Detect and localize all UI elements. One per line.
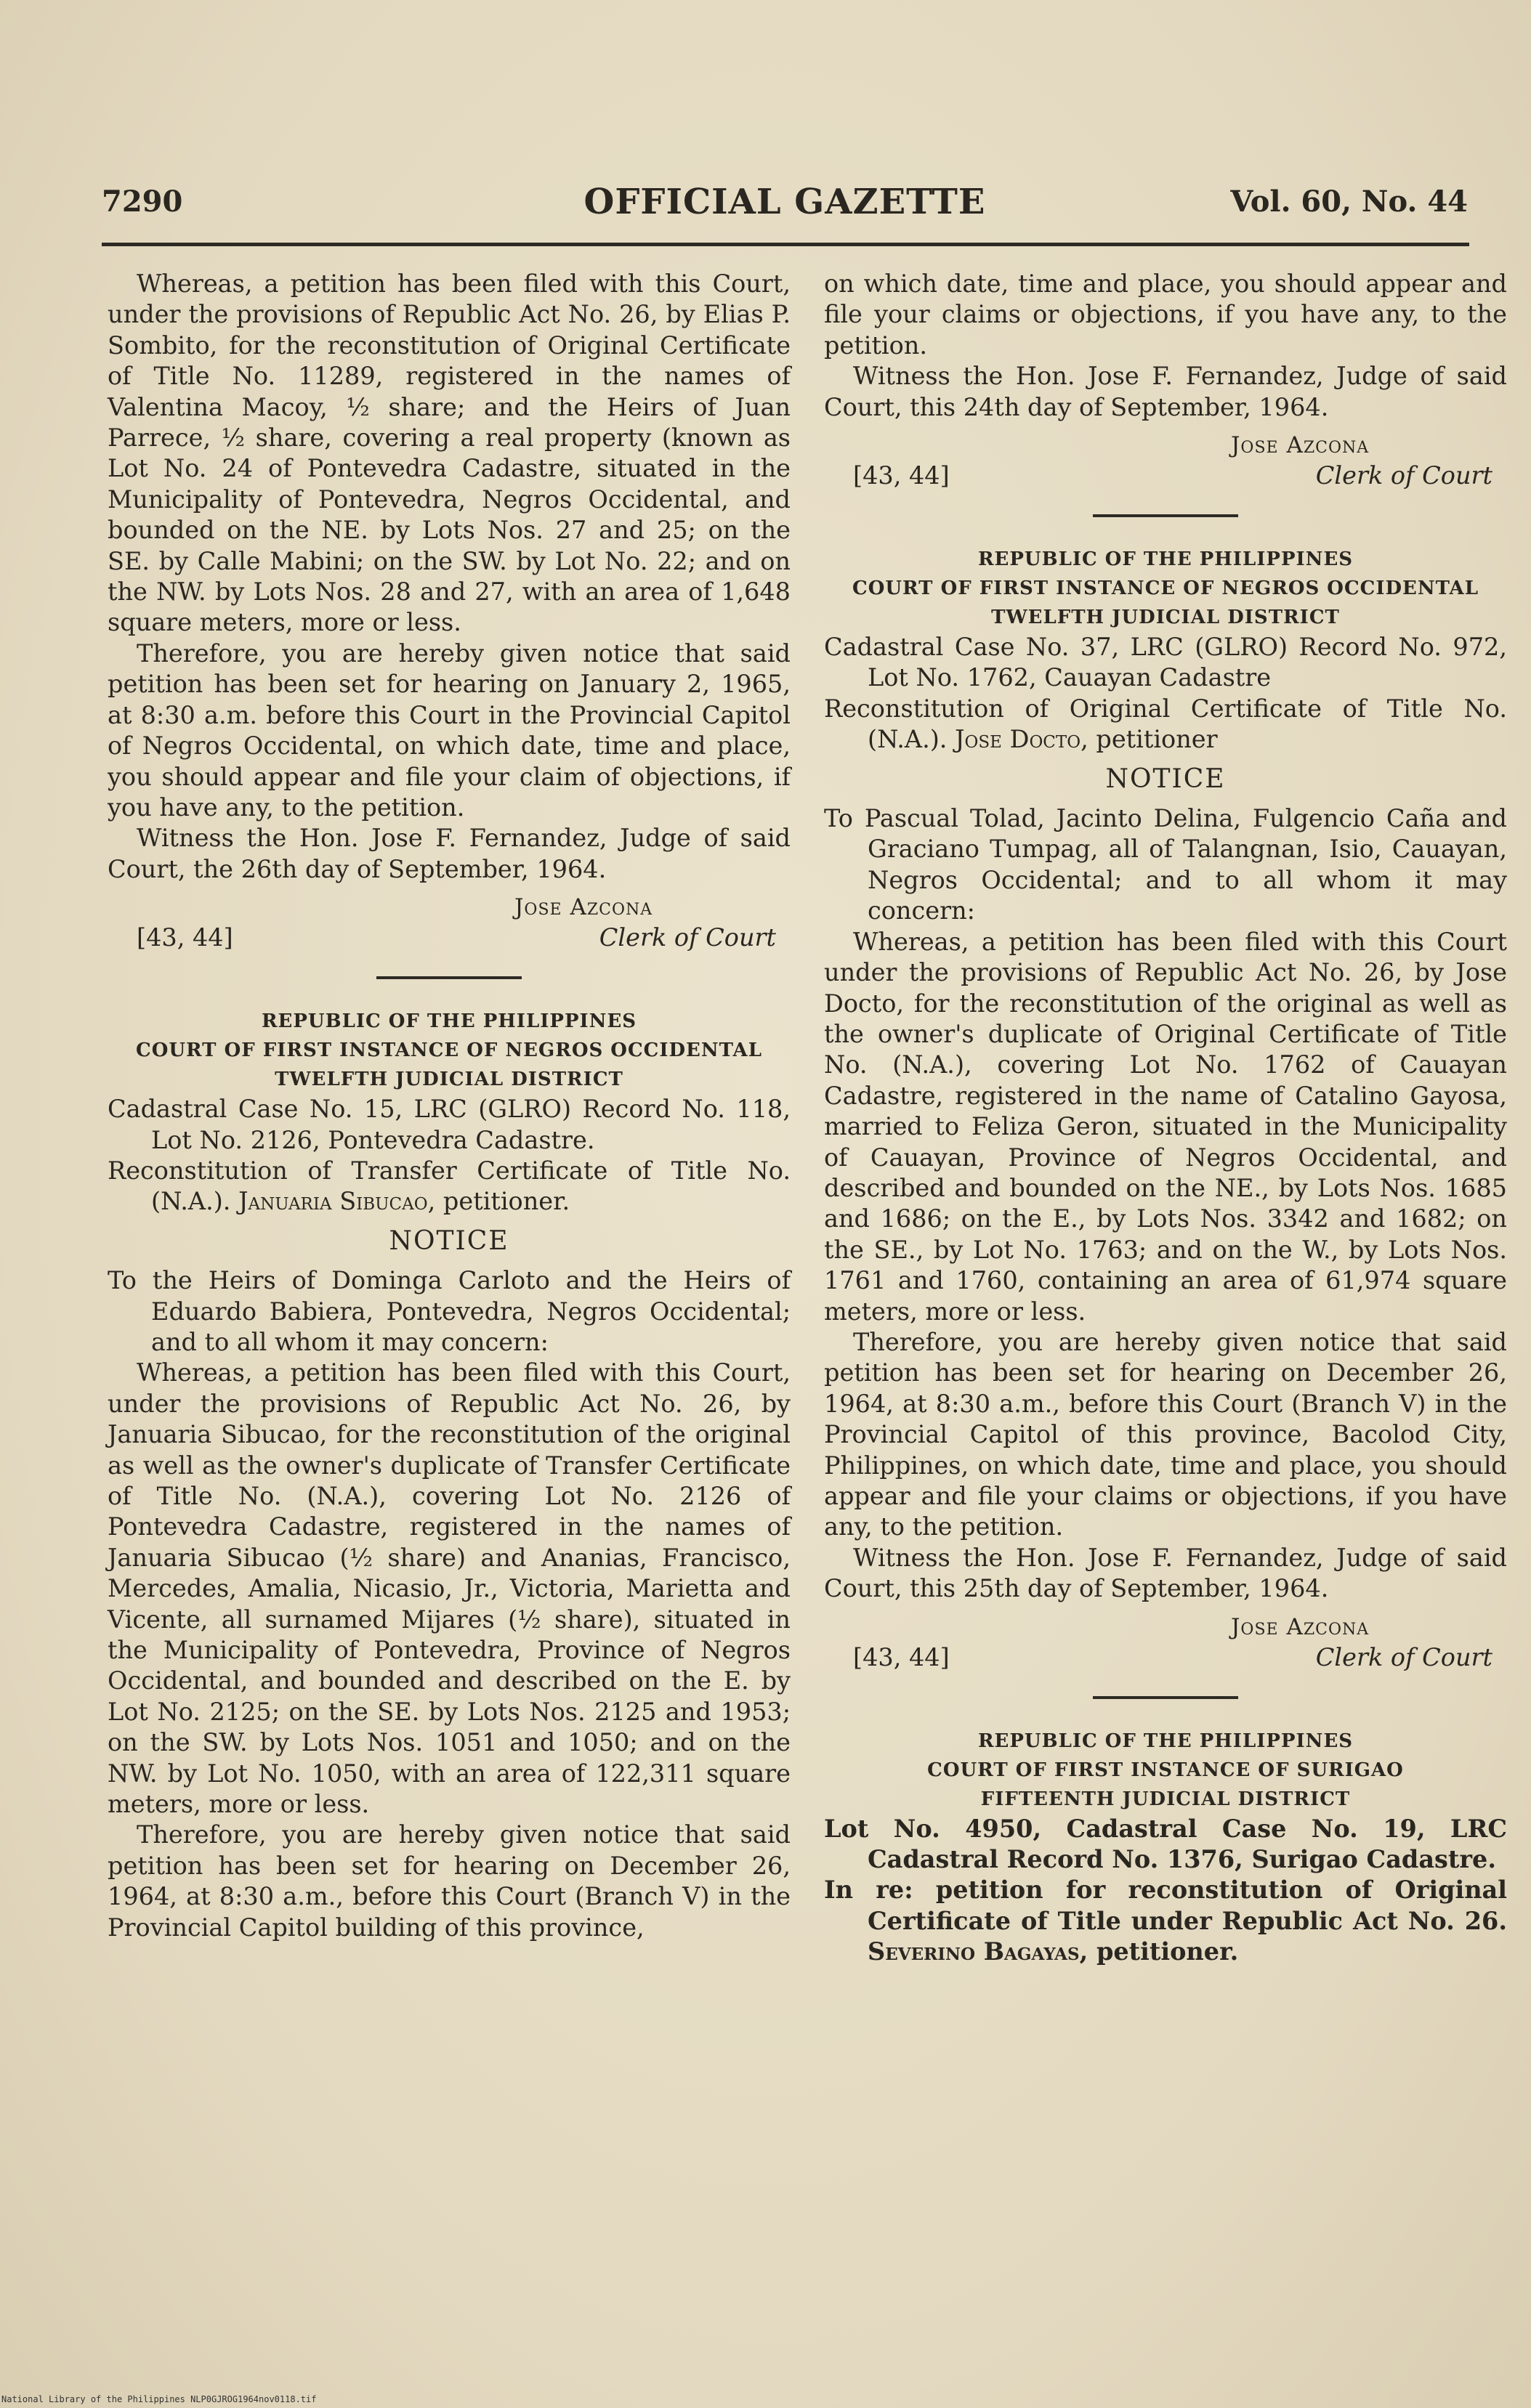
court-heading bbox=[824, 1727, 1507, 1814]
section-divider bbox=[1093, 1696, 1238, 1699]
issue-reference: [43, 44] bbox=[853, 1642, 950, 1671]
case-text: Reconstitution of Original Certificate of Title No. (N.A.). bbox=[824, 694, 1507, 754]
court-line: TWELFTH JUDICIAL DISTRICT bbox=[991, 607, 1340, 629]
addressee: To the Heirs of Dominga Carloto and the Heirs of Eduardo Babiera, Pontevedra, Negros Occidental; and to all whom it may concern: bbox=[108, 1266, 791, 1356]
issue-reference: [43, 44] bbox=[853, 461, 950, 490]
signature-block bbox=[824, 1612, 1507, 1677]
paragraph: Witness the Hon. Jose F. Fernandez, Judge of said Court, this 25th day of September, 1964. bbox=[824, 1543, 1507, 1603]
court-line: REPUBLIC OF THE PHILIPPINES bbox=[977, 1730, 1354, 1752]
paragraph: Therefore, you are hereby given notice that said petition has been set for hearing on January 2, 1965, at 8:30 a.m. before this Court in the Provincial Capitol of Negros Occidental, on which date, time and place, you should appear and file your claim of objections, if you have any, to the petition. bbox=[108, 639, 791, 822]
court-line: COURT OF FIRST INSTANCE OF NEGROS OCCIDENTAL bbox=[852, 577, 1479, 600]
petitioner-name: Januaria Sibucao, bbox=[238, 1187, 436, 1216]
paragraph: on which date, time and place, you should appear and file your claims or objections, if you have any, to the petition. bbox=[824, 269, 1507, 360]
notice-heading: NOTICE bbox=[389, 1225, 509, 1256]
case-text-end: petitioner. bbox=[443, 1187, 570, 1216]
petitioner-name: Severino Bagayas, bbox=[868, 1937, 1088, 1966]
case-caption bbox=[824, 694, 1507, 755]
case-text-end: petitioner bbox=[1096, 725, 1218, 754]
paragraph: Whereas, a petition has been filed with this Court, under the provisions of Republic Act No. 26, by Januaria Sibucao, for the reconstitution of the original as well as the owner's duplicate of Transfer Certificate of Title No. (N.A.), covering Lot No. 2126 of Pontevedra Cadastre, registered in the names of Januaria Sibucao (½ share) and Ananias, Francisco, Mercedes, Amalia, Nicasio, Jr., Victoria, Marietta and Vicente, all surnamed Mijares (½ share), situated in the Municipality of Pontevedra, Province of Negros Occidental, and bounded and described on the E. by Lot No. 2125; on the SE. by Lots Nos. 2125 and 1953; on the SW. by Lots Nos. 1051 and 1050; and on the NW. by Lot No. 1050, with an area of 122,311 square meters, more or less. bbox=[108, 1358, 791, 1819]
court-line: REPUBLIC OF THE PHILIPPINES bbox=[977, 548, 1354, 571]
paragraph: Therefore, you are hereby given notice that said petition has been set for hearing on December 26, 1964, at 8:30 a.m., before this Court (Branch V) in the Provincial Capitol of this province, Bacolod City, Philippines, on which date, time and place, you should appear and file your claims or objections, if you have any, to the petition. bbox=[824, 1327, 1507, 1541]
signer-title: Clerk of Court bbox=[1315, 461, 1492, 490]
court-line: COURT OF FIRST INSTANCE OF SURIGAO bbox=[927, 1759, 1404, 1781]
right-column bbox=[824, 269, 1507, 1968]
petitioner-name: Jose Docto, bbox=[955, 725, 1088, 754]
case-caption bbox=[108, 1156, 791, 1217]
scan-footer: National Library of the Philippines NLP0GJROG1964nov0118.tif bbox=[1, 2394, 317, 2404]
case-caption: Lot No. 4950, Cadastral Case No. 19, LRC Cadastral Record No. 1376, Surigao Cadastre. bbox=[824, 1814, 1507, 1874]
signer-title: Clerk of Court bbox=[1315, 1642, 1492, 1671]
left-column bbox=[108, 269, 791, 1943]
paragraph: Witness the Hon. Jose F. Fernandez, Judge of said Court, this 24th day of September, 1964. bbox=[824, 362, 1507, 421]
case-text-end: petitioner. bbox=[1096, 1937, 1239, 1966]
court-line: COURT OF FIRST INSTANCE OF NEGROS OCCIDENTAL bbox=[136, 1039, 762, 1062]
section-divider bbox=[1093, 514, 1238, 517]
header-rule bbox=[102, 243, 1469, 246]
case-caption: Cadastral Case No. 37, LRC (GLRO) Record No. 972, Lot No. 1762, Cauayan Cadastre bbox=[824, 633, 1507, 692]
section-divider bbox=[376, 976, 522, 979]
signer-name: Jose Azcona bbox=[514, 894, 653, 921]
case-caption bbox=[824, 1875, 1507, 1967]
issue-reference: [43, 44] bbox=[137, 923, 233, 952]
paragraph: Witness the Hon. Jose F. Fernandez, Judge of said Court, the 26th day of September, 1964. bbox=[108, 824, 791, 883]
paragraph: Whereas, a petition has been filed with this Court, under the provisions of Republic Act No. 26, by Elias P. Sombito, for the reconstitution of Original Certificate of Title No. 11289, registered in the names of Valentina Macoy, ½ share; and the Heirs of Juan Parrece, ½ share, covering a real property (known as Lot No. 24 of Pontevedra Cadastre, situated in the Municipality of Pontevedra, Negros Occidental, and bounded on the NE. by Lots Nos. 27 and 25; on the SE. by Calle Mabini; on the SW. by Lot No. 22; and on the NW. by Lots Nos. 28 and 27, with an area of 1,648 square meters, more or less. bbox=[108, 269, 791, 637]
court-heading bbox=[824, 545, 1507, 632]
court-line: TWELFTH JUDICIAL DISTRICT bbox=[275, 1069, 623, 1091]
publication-title: OFFICIAL GAZETTE bbox=[583, 182, 986, 222]
signer-name: Jose Azcona bbox=[1231, 432, 1370, 459]
signer-name: Jose Azcona bbox=[1231, 1613, 1370, 1640]
paragraph: Whereas, a petition has been filed with this Court under the provisions of Republic Act No. 26, by Jose Docto, for the reconstitution of the original as well as the owner's duplicate of Original Certificate of Title No. (N.A.), covering Lot No. 1762 of Cauayan Cadastre, registered in the name of Catalino Gayosa, married to Feliza Geron, situated in the Municipality of Cauayan, Province of Negros Occidental, and described and bounded on the NE., by Lots Nos. 1685 and 1686; on the E., by Lots Nos. 3342 and 1682; on the SE., by Lot No. 1763; and on the W., by Lots Nos. 1761 and 1760, containing an area of 61,974 square meters, more or less. bbox=[824, 927, 1507, 1326]
court-line: REPUBLIC OF THE PHILIPPINES bbox=[261, 1010, 637, 1033]
page-header bbox=[102, 182, 1468, 240]
signature-block bbox=[108, 892, 791, 957]
notice-heading: NOTICE bbox=[1105, 763, 1226, 794]
case-text: Reconstitution of Transfer Certificate of Title No. (N.A.). bbox=[108, 1156, 791, 1216]
volume-number: Vol. 60, No. 44 bbox=[1230, 185, 1468, 219]
signature-block bbox=[824, 430, 1507, 495]
court-line: FIFTEENTH JUDICIAL DISTRICT bbox=[980, 1788, 1351, 1810]
court-heading bbox=[108, 1007, 791, 1094]
case-caption: Cadastral Case No. 15, LRC (GLRO) Record No. 118, Lot No. 2126, Pontevedra Cadastre. bbox=[108, 1095, 791, 1154]
case-text: In re: petition for reconstitution of Original Certificate of Title under Republic Act No. 26. bbox=[824, 1876, 1507, 1935]
signer-title: Clerk of Court bbox=[599, 923, 776, 952]
addressee: To Pascual Tolad, Jacinto Delina, Fulgencio Caña and Graciano Tumpag, all of Talangnan, Isio, Cauayan, Negros Occidental; and to all whom it may concern: bbox=[824, 804, 1507, 925]
paragraph: Therefore, you are hereby given notice that said petition has been set for hearing on December 26, 1964, at 8:30 a.m., before this Court (Branch V) in the Provincial Capitol building of this province, bbox=[108, 1820, 791, 1942]
page-number: 7290 bbox=[102, 185, 183, 219]
